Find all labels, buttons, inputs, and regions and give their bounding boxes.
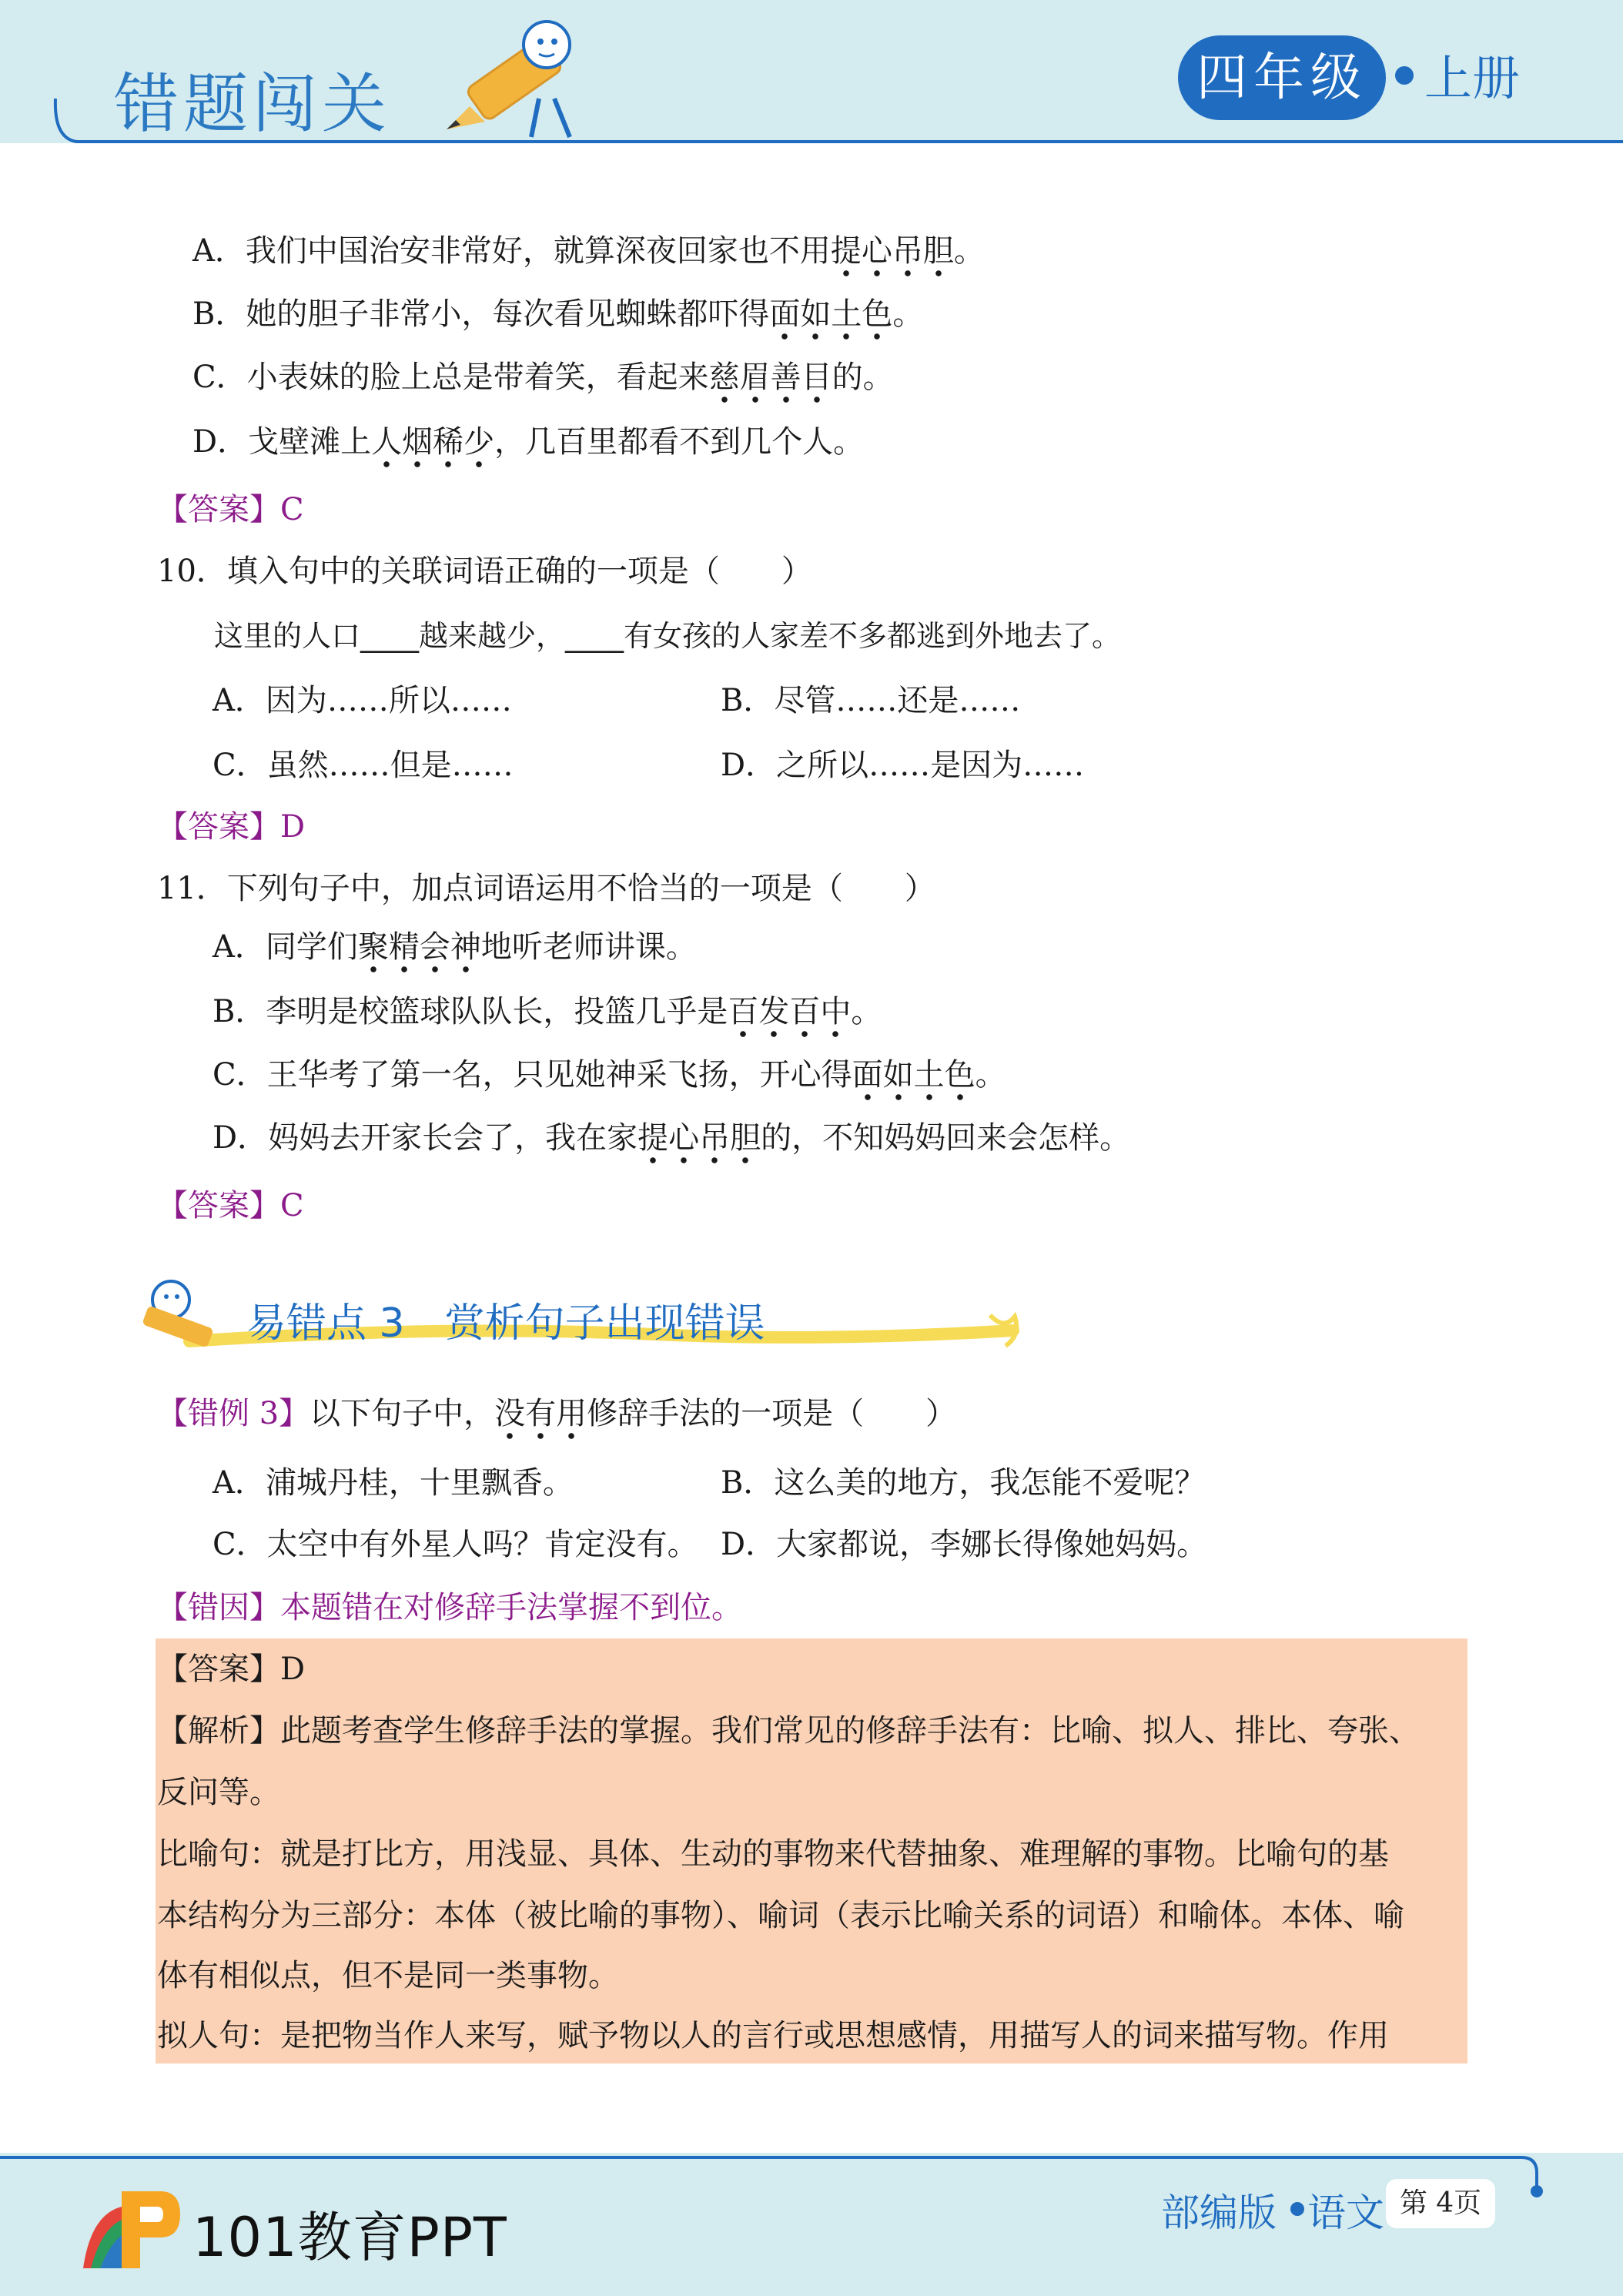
q9-answer: 【答案】C bbox=[157, 492, 304, 527]
analysis-line: 本结构分为三部分：本体（被比喻的事物）、喻词（表示比喻关系的词语）和喻体。本体、喻 bbox=[157, 1898, 1404, 1933]
q10-option-c: C．虽然……但是…… bbox=[212, 748, 514, 783]
example3-option-a: A．浦城丹桂，十里飘香。 bbox=[212, 1465, 574, 1501]
q10-option-a: A．因为……所以…… bbox=[212, 683, 512, 718]
section-title: 易错点 3 赏析句子出现错误 bbox=[246, 1300, 765, 1347]
grade-badge: 四年级 bbox=[1178, 35, 1386, 120]
q11-option-d: D．妈妈去开家长会了，我在家提心吊胆的，不知妈妈回来会怎样。 bbox=[212, 1120, 1131, 1156]
q11-option-a: A．同学们聚精会神地听老师讲课。 bbox=[212, 929, 697, 965]
example3-option-d: D．大家都说，李娜长得像她妈妈。 bbox=[721, 1527, 1208, 1562]
q10-sentence: 这里的人口____越来越少，____有女孩的人家差不多都逃到外地去了。 bbox=[214, 619, 1122, 653]
q10-option-b: B．尽管……还是…… bbox=[721, 683, 1021, 718]
q11-option-c: C．王华考了第一名，只见她神采飞扬，开心得面如土色。 bbox=[212, 1057, 1006, 1093]
header-title: 错题闯关 bbox=[114, 66, 392, 142]
footer-brand: 101教育PPT bbox=[192, 2206, 507, 2269]
example3-option-b: B．这么美的地方，我怎能不爱呢？ bbox=[721, 1465, 1206, 1501]
analysis-line: 比喻句：就是打比方，用浅显、具体、生动的事物来代替抽象、难理解的事物。比喻句的基 bbox=[157, 1836, 1389, 1872]
q11-answer: 【答案】C bbox=[157, 1188, 304, 1223]
q9-option-b: B．她的胆子非常小，每次看见蜘蛛都吓得面如土色。 bbox=[192, 296, 924, 332]
analysis-line: 拟人句：是把物当作人来写，赋予物以人的言行或思想感情，用描写人的词来描写物。作用 bbox=[157, 2018, 1389, 2053]
footer-edition: 部编版 bbox=[1161, 2191, 1277, 2235]
q11-option-b: B．李明是校篮球队队长，投篮几乎是百发百中。 bbox=[212, 994, 882, 1029]
footer-separator-dot bbox=[1290, 2202, 1304, 2216]
example3-option-c: C．太空中有外星人吗？肯定没有。 bbox=[212, 1527, 698, 1562]
footer-subject: 语文 bbox=[1307, 2191, 1384, 2235]
brand-logo-icon bbox=[75, 2184, 183, 2276]
q11-stem: 11．下列句子中，加点词语运用不恰当的一项是（ ） bbox=[157, 871, 935, 906]
page-number: 第 4页 bbox=[1386, 2179, 1495, 2228]
example3-stem: 【错例 3】以下句子中，没有用修辞手法的一项是（ ） bbox=[157, 1396, 957, 1431]
analysis-line: 反问等。 bbox=[157, 1775, 280, 1810]
q10-stem: 10．填入句中的关联词语正确的一项是（ ） bbox=[157, 554, 812, 589]
q9-option-c: C．小表妹的脸上总是带着笑，看起来慈眉善目的。 bbox=[192, 360, 894, 395]
example3-answer: 【答案】D bbox=[157, 1652, 306, 1687]
q9-option-d: D．戈壁滩上人烟稀少，几百里都看不到几个人。 bbox=[192, 424, 865, 460]
q9-option-a: A．我们中国治安非常好，就算深夜回家也不用提心吊胆。 bbox=[192, 233, 985, 269]
analysis-line: 体有相似点，但不是同一类事物。 bbox=[157, 1958, 619, 1993]
analysis-line: 【解析】此题考查学生修辞手法的掌握。我们常见的修辞手法有：比喻、拟人、排比、夸张、 bbox=[157, 1713, 1420, 1749]
q10-option-d: D．之所以……是因为…… bbox=[721, 748, 1085, 783]
q10-answer: 【答案】D bbox=[157, 809, 306, 845]
example3-cause: 【错因】本题错在对修辞手法掌握不到位。 bbox=[157, 1590, 742, 1625]
volume-label: 上册 bbox=[1424, 50, 1521, 106]
